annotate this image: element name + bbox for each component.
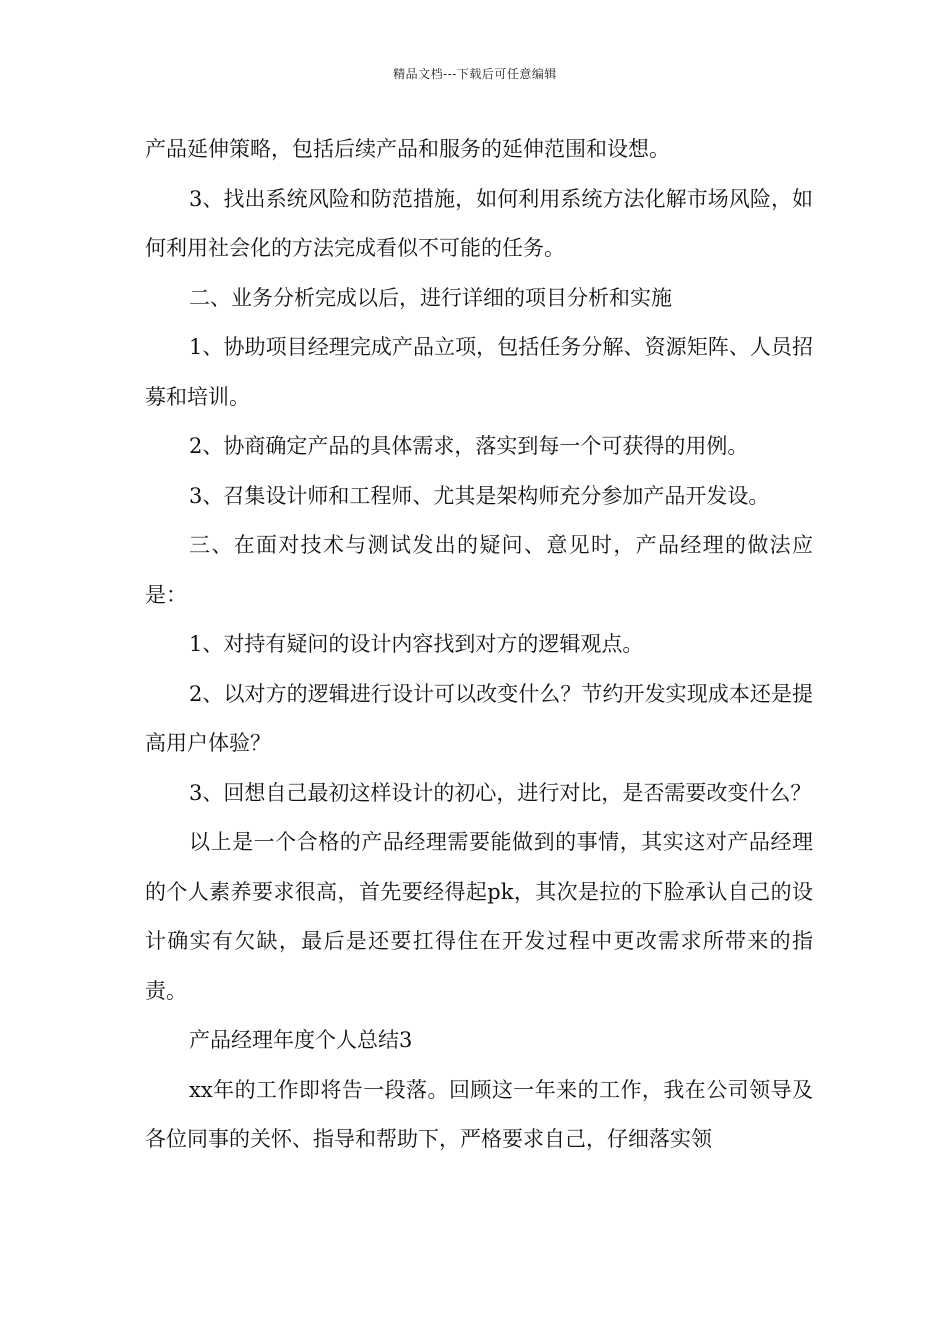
paragraph-11: 以上是一个合格的产品经理需要能做到的事情，其实这对产品经理的个人素养要求很高，首先要经得起pk，其次是拉的下脸承认自己的设计确实有欠缺，最后是还要扛得住在开发过程中更改需求所带来的指责。 <box>145 830 813 1003</box>
paragraph-10: 3、回想自己最初这样设计的初心，进行对比，是否需要改变什么？ <box>189 780 812 805</box>
document-body <box>145 125 813 1165</box>
section-heading-2: 二、业务分析完成以后，进行详细的项目分析和实施 <box>189 285 672 310</box>
paragraph-4: 1、协助项目经理完成产品立项，包括任务分解、资源矩阵、人员招募和培训。 <box>145 335 813 409</box>
paragraph-8: 1、对持有疑问的设计内容找到对方的逻辑观点。 <box>189 632 644 656</box>
paragraph-9: 2、以对方的逻辑进行设计可以改变什么？节约开发实现成本还是提高用户体验？ <box>145 681 813 755</box>
summary-title: 产品经理年度个人总结3 <box>189 1028 413 1052</box>
paragraph-1: 产品延伸策略，包括后续产品和服务的延伸范围和设想。 <box>145 137 670 161</box>
page-header: 精品文档---下载后可任意编辑 <box>393 67 557 81</box>
paragraph-5: 2、协商确定产品的具体需求，落实到每一个可获得的用例。 <box>189 434 749 458</box>
paragraph-13: xx年的工作即将告一段落。回顾这一年来的工作，我在公司领导及各位同事的关怀、指导和帮助下，严格要求自己，仔细落实领 <box>145 1077 813 1151</box>
paragraph-6: 3、召集设计师和工程师、尤其是架构师充分参加产品开发设。 <box>189 483 770 508</box>
section-heading-3: 三、在面对技术与测试发出的疑问、意见时，产品经理的做法应是： <box>145 533 813 607</box>
paragraph-2: 3、找出系统风险和防范措施，如何利用系统方法化解市场风险，如何利用社会化的方法完成看似不可能的任务。 <box>145 186 813 260</box>
